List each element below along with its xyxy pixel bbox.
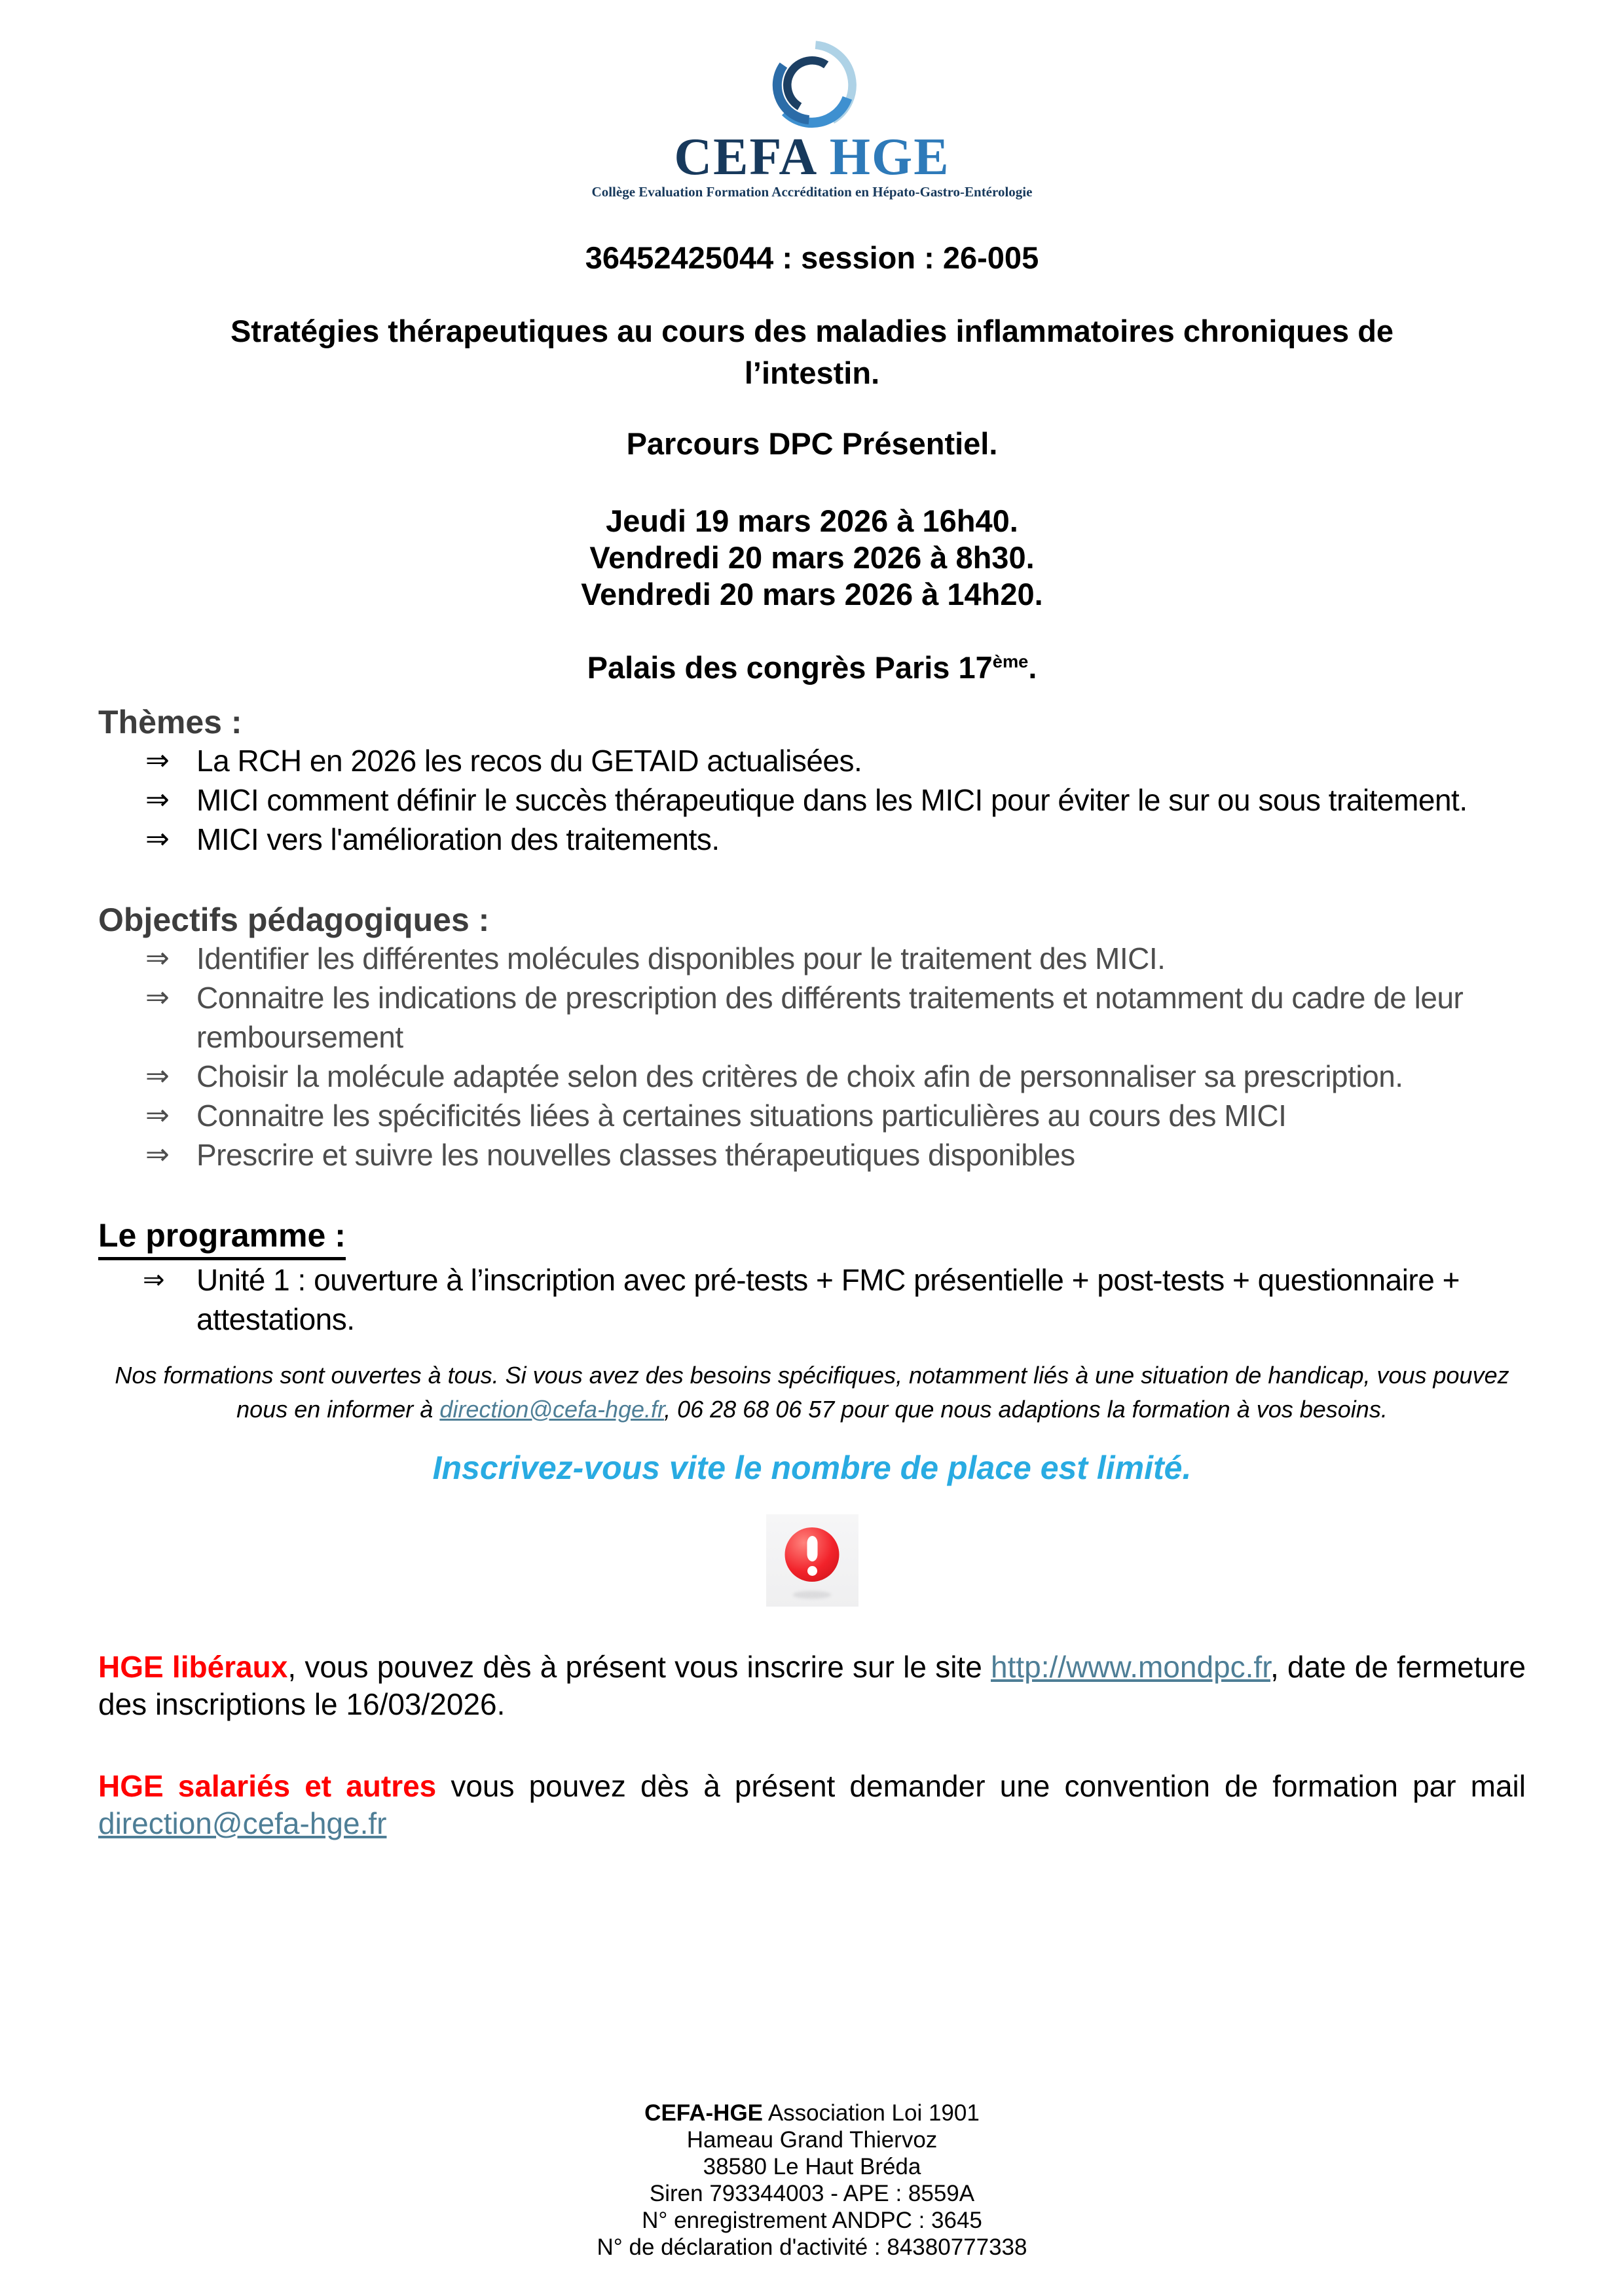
logo-wordmark-cefa: CEFA <box>674 128 815 186</box>
program-list <box>98 1260 1526 1339</box>
venue-period: . <box>1028 650 1037 685</box>
accessibility-note-text-end: , 06 28 68 06 57 pour que nous adaptions la formation à vos besoins. <box>664 1396 1388 1423</box>
themes-list <box>98 741 1526 859</box>
liberaux-paragraph <box>98 1649 1526 1723</box>
objective-item-text: Connaitre les indications de prescription des différents traitements et notamment du cadre de leur remboursement <box>196 981 1464 1054</box>
logo-swirl-icon <box>766 39 858 131</box>
program-item <box>98 1260 1526 1339</box>
footer-line: 38580 Le Haut Bréda <box>703 2154 921 2179</box>
objective-item-text: Identifier les différentes molécules disponibles pour le traitement des MICI. <box>196 941 1166 975</box>
session-dates <box>98 503 1526 613</box>
arrow-bullet-icon: ⇒ <box>145 981 170 1013</box>
warning-icon-shadow <box>793 1591 831 1599</box>
themes-heading: Thèmes : <box>98 704 242 740</box>
course-title <box>98 310 1526 394</box>
venue-line <box>98 649 1526 686</box>
session-date-line: Vendredi 20 mars 2026 à 8h30. <box>589 540 1035 575</box>
email-link-note[interactable]: direction@cefa-hge.fr <box>439 1396 665 1423</box>
objective-item <box>98 1096 1526 1135</box>
footer-org-line <box>0 2100 1624 2126</box>
session-line: 36452425044 : session : 26-005 <box>585 240 1039 275</box>
course-title-line1: Stratégies thérapeutiques au cours des maladies inflammatoires chroniques de <box>230 314 1394 348</box>
logo-wordmark <box>98 128 1526 186</box>
objectives-heading: Objectifs pédagogiques : <box>98 902 490 938</box>
venue-text: Palais des congrès Paris 17 <box>587 650 993 685</box>
arrow-bullet-icon: ⇒ <box>145 784 170 816</box>
accessibility-note <box>98 1358 1526 1427</box>
footer-lines <box>0 2126 1624 2261</box>
objective-item <box>98 1135 1526 1175</box>
warning-red-circle <box>785 1527 840 1582</box>
theme-item <box>98 780 1526 820</box>
accessibility-note-text: Nos formations sont ouvertes à tous. Si vous avez des besoins spécifiques, notamment liés à une situation de handicap, vous pouvez nous en informer à <box>115 1362 1509 1423</box>
arrow-bullet-icon: ⇒ <box>145 823 170 855</box>
salaries-lead: HGE salariés et autres <box>98 1769 437 1803</box>
footer-org-name: CEFA-HGE <box>644 2100 764 2126</box>
logo-wordmark-hge: HGE <box>829 128 950 186</box>
program-item-text: Unité 1 : ouverture à l’inscription avec pré-tests + FMC présentielle + post-tests + questionnaire + attestations. <box>196 1263 1460 1336</box>
program-heading <box>98 1216 1526 1260</box>
session-date-line: Vendredi 20 mars 2026 à 14h20. <box>581 577 1043 611</box>
liberaux-text-end: , date de fermeture des inscriptions le 16/03/2026. <box>98 1650 1526 1721</box>
theme-item <box>98 820 1526 859</box>
footer-line: N° enregistrement ANDPC : 3645 <box>642 2208 982 2233</box>
liberaux-text: , vous pouvez dès à présent vous inscrire sur le site <box>287 1650 991 1684</box>
theme-item-text: MICI vers l'amélioration des traitements. <box>196 822 720 856</box>
objective-item-text: Connaitre les spécificités liées à certaines situations particulières au cours des MICI <box>196 1099 1287 1133</box>
objective-item-text: Choisir la molécule adaptée selon des critères de choix afin de personnaliser sa prescription. <box>196 1059 1403 1093</box>
arrow-bullet-icon: ⇒ <box>145 1099 170 1131</box>
arrow-bullet-icon: ⇒ <box>145 1139 170 1171</box>
logo <box>98 39 1526 200</box>
objective-item <box>98 939 1526 978</box>
arrow-bullet-icon: ⇒ <box>145 942 170 974</box>
objective-item <box>98 978 1526 1057</box>
objectives-list <box>98 939 1526 1175</box>
email-link-salaries[interactable]: direction@cefa-hge.fr <box>98 1806 387 1840</box>
theme-item-text: La RCH en 2026 les recos du GETAID actualisées. <box>196 744 862 778</box>
objective-item <box>98 1057 1526 1096</box>
salaries-text: vous pouvez dès à présent demander une convention de formation par mail <box>436 1769 1526 1803</box>
course-format: Parcours DPC Présentiel. <box>626 426 998 461</box>
salaries-paragraph <box>98 1768 1526 1842</box>
theme-item <box>98 741 1526 780</box>
course-title-line2: l’intestin. <box>744 355 880 390</box>
footer <box>0 2100 1624 2261</box>
program-heading-text: Le programme : <box>98 1216 346 1260</box>
cta-banner: Inscrivez-vous vite le nombre de place est limité. <box>432 1449 1192 1486</box>
logo-tagline: Collège Evaluation Formation Accréditation en Hépato-Gastro-Entérologie <box>591 184 1033 200</box>
objective-item-text: Prescrire et suivre les nouvelles classes thérapeutiques disponibles <box>196 1138 1075 1172</box>
footer-line: Siren 793344003 - APE : 8559A <box>649 2181 975 2206</box>
session-date-line: Jeudi 19 mars 2026 à 16h40. <box>606 503 1018 538</box>
liberaux-lead: HGE libéraux <box>98 1650 288 1684</box>
footer-line: N° de déclaration d'activité : 84380777338 <box>597 2234 1027 2260</box>
theme-item-text: MICI comment définir le succès thérapeutique dans les MICI pour éviter le sur ou sous traitement. <box>196 783 1467 817</box>
footer-line: Hameau Grand Thiervoz <box>686 2127 938 2153</box>
mondpc-link[interactable]: http://www.mondpc.fr <box>991 1650 1270 1684</box>
footer-org-type: Association Loi 1901 <box>763 2100 980 2126</box>
arrow-bullet-icon: ⇒ <box>143 1266 165 1294</box>
arrow-bullet-icon: ⇒ <box>145 1060 170 1092</box>
venue-ordinal-sup: ème <box>992 651 1029 672</box>
warning-icon-row <box>98 1514 1526 1607</box>
arrow-bullet-icon: ⇒ <box>145 744 170 776</box>
warning-exclamation-icon <box>766 1514 858 1607</box>
